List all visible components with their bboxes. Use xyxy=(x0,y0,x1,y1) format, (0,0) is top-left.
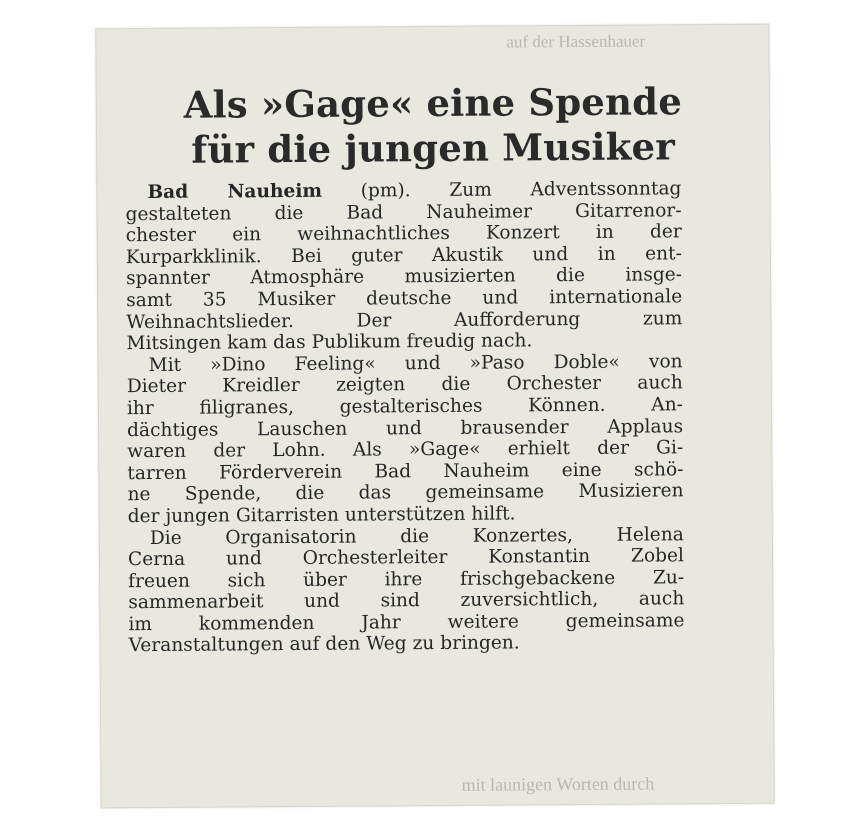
body-line: Die Organisatorin die Konzertes, Helena xyxy=(149,523,684,549)
paragraph-1 xyxy=(125,178,682,355)
body-line: sammenarbeit und sind zuversichtlich, auch xyxy=(128,588,685,614)
paragraph-2 xyxy=(127,351,684,528)
body-line: gestalteten die Bad Nauheimer Gitarrenor- xyxy=(125,199,682,225)
headline-line-2: für die jungen Musiker xyxy=(191,124,676,172)
body-line: dächtiges Lauschen und brausender Applaus xyxy=(127,415,684,441)
body-line: ihr filigranes, gestalterisches Können. An- xyxy=(126,394,684,420)
body-line: chester ein weihnachtliches Konzert in der xyxy=(125,221,682,247)
body-line: freuen sich über ihre frischgebackene Zu- xyxy=(128,566,685,592)
bleed-through-text-top: auf der Hassenhauer xyxy=(506,31,646,52)
dateline: Bad Nauheim xyxy=(147,180,323,204)
newspaper-clipping xyxy=(95,24,774,809)
body-line: Mitsingen kam das Publikum freudig nach. xyxy=(126,330,533,355)
body-line: der jungen Gitarristen unterstützen hilft. xyxy=(127,503,516,528)
bleed-through-text-bottom: mit launigen Worten durch xyxy=(461,773,655,795)
body-line: spannter Atmosphäre musizierten die insge- xyxy=(125,264,683,290)
body-line: samt 35 Musiker deutsche und internationale xyxy=(126,286,683,312)
article-body xyxy=(125,178,684,657)
body-line: Veranstaltungen auf den Weg zu bringen. xyxy=(128,632,520,657)
body-line: waren der Lohn. Als »Gage« erhielt der Gi- xyxy=(127,437,684,463)
body-line: Mit »Dino Feeling« und »Paso Doble« von xyxy=(148,351,683,376)
body-line: Weihnachtslieder. Der Aufforderung zum xyxy=(126,307,683,333)
body-line: Dieter Kreidler zeigten die Orchester auch xyxy=(126,372,683,398)
body-line: im kommenden Jahr weitere gemeinsame xyxy=(128,610,685,636)
body-line: ne Spende, die das gemeinsame Musizieren xyxy=(127,480,684,506)
paragraph-3 xyxy=(128,524,685,657)
headline-line-1: Als »Gage« eine Spende xyxy=(183,79,683,127)
body-line: Kurparkklinik. Bei guter Akustik und in ent- xyxy=(125,243,682,268)
body-line: Cerna und Orchesterleiter Konstantin Zobel xyxy=(127,545,685,571)
body-line-text: (pm). Zum Adventssonntag xyxy=(321,178,682,202)
article-headline xyxy=(97,79,770,174)
body-line: tarren Förderverein Bad Nauheim eine schö- xyxy=(127,458,684,484)
